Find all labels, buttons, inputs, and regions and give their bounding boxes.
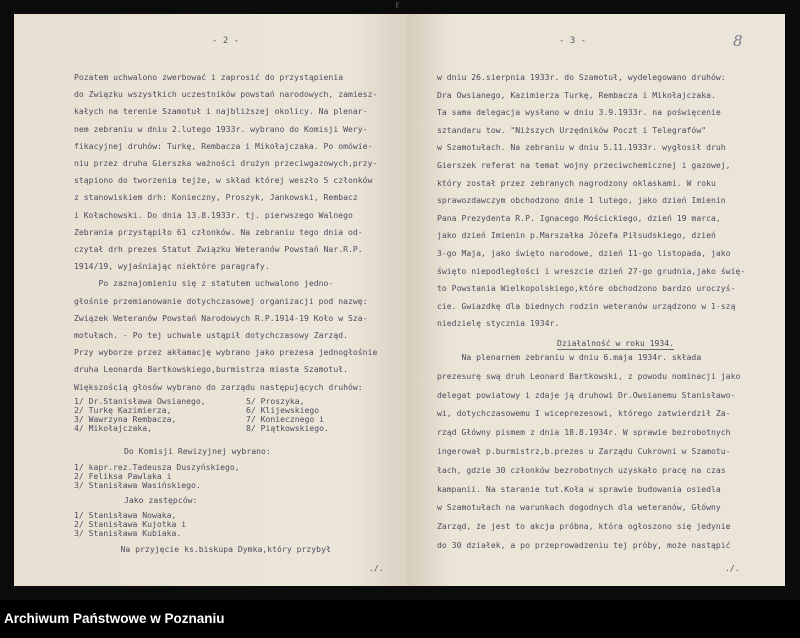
text-line: święto niepodległości i wreszcie dzień 27-go grudnia,jako świę- <box>437 265 746 276</box>
left-page <box>14 14 407 586</box>
archive-name: Archiwum Państwowe w Poznaniu <box>4 611 225 626</box>
text-line: niedzielę stycznia 1934r. <box>437 318 560 329</box>
text-line: w Szamotułach. Na zebraniu w dniu 5.11.1933r. wygłosił druh <box>437 142 726 153</box>
text-line: jako dzień Imienin p.Marszałka Józefa Piłsudskiego, dzień <box>437 230 716 241</box>
deputies-list: 1/ Stanisława Nowaka, 2/ Stanisława Kujotka i 3/ Stanisława Kubiaka. <box>74 510 187 538</box>
text-line: Przy wyborze przez akłamację wybrano jako prezesa jednogłośnie <box>74 347 378 358</box>
board-list-right: 5/ Proszyka, 6/ Klijewskiego 7/ Koniecznego i 8/ Piątkowskiego. <box>246 396 329 433</box>
text-line: kałych na terenie Szamotuł i najbliższej okolicy. Na plenar- <box>74 106 368 117</box>
text-line: łach, gdzie 30 członków bezrobotnych uzyskało pracę na czas <box>437 464 726 475</box>
text-line: czytał drh prezes Statut Związku Weteranów Powstań Nar.R.P. <box>74 244 363 254</box>
archive-footer <box>0 600 800 638</box>
text-line: wi, dotychczasowemu I wiceprezesowi, którego zatwierdził Za- <box>437 408 731 419</box>
text-line: i Kołachowski. Do dnia 13.8.1933r. tj. pierwszego Walnego <box>74 209 353 220</box>
audit-committee-list: 1/ kapr.rez.Tadeusza Duszyńskiego, 2/ Feliksa Pawlaka i 3/ Stanisława Wasińskiego. <box>74 462 240 490</box>
left-closing-line: Na przyjęcie ks.biskupa Dymka,który przybył <box>96 544 331 554</box>
text-line: rząd Główny pismem z dnia 18.8.1934r. W sprawie bezrobotnych <box>437 427 731 438</box>
left-continuation-mark: ./. <box>369 563 384 573</box>
text-line: sprawozdawczym obchodzono dnie 1 lutego, jako dzień Imienin <box>437 195 726 206</box>
text-line: niu przez druha Gierszka ważności drużyn przeciwgazowych,przy- <box>74 158 378 168</box>
text-line: druha Leonarda Bartkowskiego,burmistrza miasta Szamotuł. <box>74 364 348 375</box>
text-line: głośnie przemianowanie dotychczasowej organizacji pod nazwę: <box>74 295 368 306</box>
text-line: kampanii. Na staranie tut.Koła w sprawie budowania osiedla <box>437 483 721 494</box>
text-line: Po zaznajomieniu się z statutem uchwalono jedno- <box>74 278 334 289</box>
corner-pencil-mark: ℓ <box>395 1 400 11</box>
right-page-number: - 3 - <box>559 36 587 46</box>
text-line: cie. Gwiazdkę dla biednych rodzin weteranów urządzono w 1-szą <box>437 300 736 311</box>
text-line: Gierszek referat na temat wojny przeciwchemicznej i gazowej, <box>437 160 731 170</box>
text-line: który został przez zebranych nagrodzony oklaskami. W roku <box>437 177 716 188</box>
text-line: do Związku wszystkich uczestników powstań narodowych, zamiesz- <box>74 89 378 100</box>
text-line: stąpiono do tworzenia tejże, w skład której weszło 5 członków <box>74 175 373 186</box>
board-list-left: 1/ Dr.Stanisława Owsianego, 2/ Turkę Kazimierza, 3/ Wawrzyna Rembacza, 4/ Mikołajczaka, <box>74 396 206 433</box>
text-line: Pozatem uchwalono zwerbować i zaprosić do przystąpienia <box>74 72 344 82</box>
text-line: 1914/19, wyjaśniając niektóre paragrafy. <box>74 261 270 272</box>
text-line: Zebrania przystąpiło 61 członków. Na zebraniu tego dnia od- <box>74 226 363 237</box>
right-continuation-mark: ./. <box>725 563 740 573</box>
text-line: delegat powiatowy i zdaje ją druhowi Dr.Owsianemu Stanisławo- <box>437 389 736 400</box>
text-line: Większością głosów wybrano do zarządu następujących druhów: <box>74 381 363 392</box>
text-line: do 30 działek, a po przeprowadzeniu tej próby, może nastąpić <box>437 540 731 550</box>
section-heading-1934: Działalność w roku 1934. <box>557 338 674 348</box>
text-line: motułach. - Po tej uchwale ustąpił dotychczasowy Zarząd. <box>74 330 348 340</box>
text-line: 3-go Maja, jako święto narodowe, dzień 11-go listopada, jako <box>437 248 731 258</box>
audit-committee-heading: Do Komisji Rewizyjnej wybrano: <box>124 446 271 456</box>
left-page-number: - 2 - <box>212 36 240 46</box>
text-line: sztandaru tow. "Niższych Urzędników Poczt i Telegrafów" <box>437 124 707 135</box>
text-line: Ta sama delegacja wysłano w dniu 3.9.1933r. na poświęcenie <box>437 107 721 118</box>
text-line: z stanowiskiem drh: Konieczny, Proszyk, Jankowski, Rembacz <box>74 192 358 203</box>
deputies-heading: Jako zastępców: <box>124 495 198 505</box>
text-line: Zarząd, że jest to akcja próbna, która ogłoszono się jedynie <box>437 521 731 532</box>
text-line: fikacyjnej druhów: Turkę, Rembacza i Mikołajczaka. Po omówie- <box>74 140 373 151</box>
text-line: prezesurę swą druh Leonard Bartkowski, z powodu nominacji jako <box>437 370 741 381</box>
text-line: Związek Weteranów Powstań Narodowych R.P.1914-19 Koło w Sza- <box>74 312 368 323</box>
text-line: ingerował p.burmistrz,b.prezes u Zarządu Cukrowni w Szamotu- <box>437 446 731 456</box>
text-line: Na plenarnem zebraniu w dniu 6.maja 1934r. składa <box>437 352 702 362</box>
text-line: nem zebraniu w dniu 2.lutego 1933r. wybrano do Komisji Wery- <box>74 123 368 134</box>
text-line: w Szamotułach na warunkach dogodnych dla weteranów, Główny <box>437 502 721 513</box>
text-line: Pana Prezydenta R.P. Ignacego Mościckiego, dzień 19 marca, <box>437 212 721 223</box>
text-line: to Powstania Wielkopolskiego,które obchodzono bardzo uroczyś- <box>437 283 736 294</box>
text-line: Dra Owsianego, Kazimierza Turkę, Rembacza i Mikołajczaka. <box>437 89 716 100</box>
text-line: w dniu 26.sierpnia 1933r. do Szamotuł, wydelegowano druhów: <box>437 72 726 82</box>
right-page <box>407 14 785 586</box>
pencil-folio-number: 8 <box>733 32 743 50</box>
